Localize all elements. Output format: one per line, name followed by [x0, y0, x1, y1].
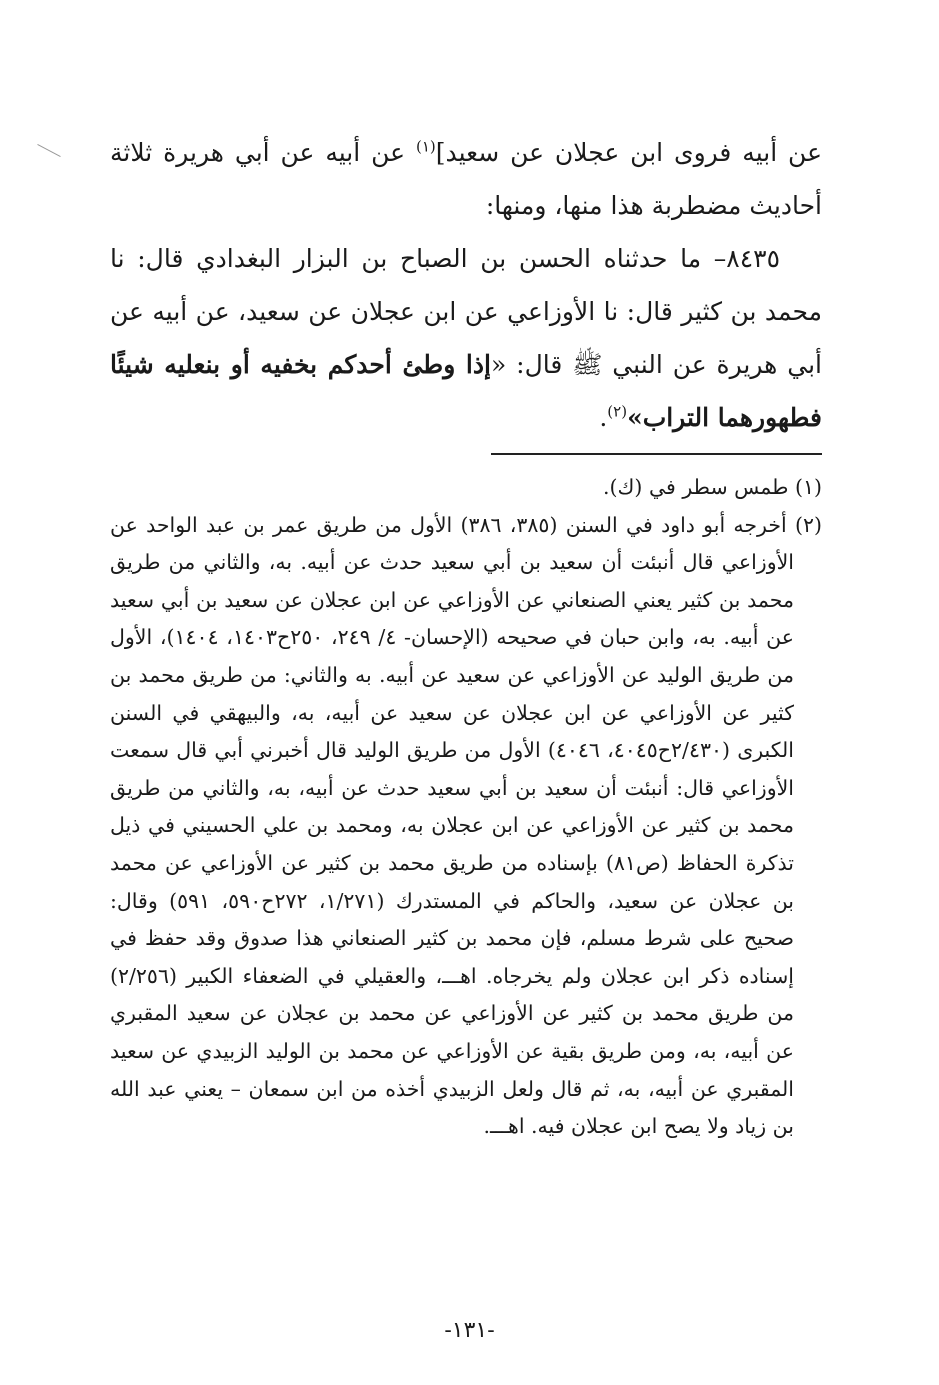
footnote-ref-2[interactable]: (٢) [607, 402, 628, 421]
main-text [110, 126, 822, 444]
footnote-ref-1[interactable]: (١) [415, 137, 436, 156]
paragraph-hadith-8435: ٨٤٣٥– ما حدثناه الحسن بن الصباح بن البزار البغدادي قال: نا محمد بن كثير قال: نا الأوزاعي عن ابن عجلان عن سعيد، عن أبيه عن أبي هريرة عن النبي ﷺ قال: «إذا وطئ أحدكم بخفيه أو بنعليه شيئًا فطهورهما التراب»$^{(٢)}$. [110, 244, 822, 432]
margin-mark [37, 144, 60, 157]
footnote-divider [491, 453, 822, 455]
footnote-2: (٢) أخرجه أبو داود في السنن (٣٨٥، ٣٨٦) الأول من طريق عمر بن عبد الواحد عن الأوزاعي قال أنبئت أن سعيد بن أبي سعيد حدث عن أبيه. به، والثاني من طريق محمد بن كثير يعني الصنعاني عن الأوزاعي عن ابن عجلان عن سعيد بن أبي سعيد عن أبيه. به، وابن حبان في صحيحه (الإحسان- ٤/ ٢٤٩، ٢٥٠ح١٤٠٣، ١٤٠٤)، الأول من طريق الوليد عن الأوزاعي عن سعيد عن أبيه. به والثاني: من طريق محمد بن كثير عن الأوزاعي عن ابن عجلان عن سعيد عن أبيه، به، والبيهقي في السنن الكبرى (٢/٤٣٠ح٤٠٤٥، ٤٠٤٦) الأول من طريق الوليد قال أخبرني أبي قال سمعت الأوزاعي قال: أنبئت أن سعيد بن أبي سعيد حدث عن أبيه، به، والثاني من طريق محمد بن كثير عن الأوزاعي عن ابن عجلان به، ومحمد بن علي الحسيني في ذيل تذكرة الحفاظ (ص٨١) بإسناده من طريق محمد بن كثير عن الأوزاعي عن محمد بن عجلان عن سعيد، والحاكم في المستدرك (١/٢٧١، ٢٧٢ح٥٩٠، ٥٩١) وقال: صحيح على شرط مسلم، فإن محمد بن كثير الصنعاني هذا صدوق وقد حفظ في إسناده ذكر ابن عجلان ولم يخرجاه. اهـــ، والعقيلي في الضعفاء الكبير (٢/٢٥٦) من طريق محمد بن كثير عن الأوزاعي عن محمد بن عجلان عن سعيد المقبري عن أبيه، به، ومن طريق بقية عن الأوزاعي عن محمد بن الوليد الزبيدي عن سعيد المقبري عن أبيه، به، ثم قال ولعل الزبيدي أخذه من ابن سمعان – يعني عبد الله بن زياد ولا يصح ابن عجلان فيه. اهـــ. [110, 512, 822, 1139]
footnote-1: (١) طمس سطر في (ك). [603, 475, 822, 499]
footnotes [110, 469, 822, 1146]
hadith-text: إذا وطئ أحدكم بخفيه أو بنعليه شيئًا فطهورهما التراب [110, 350, 822, 432]
page-body [110, 126, 822, 1146]
paragraph-1: عن أبيه فروى ابن عجلان عن سعيد]$^{(١)}$ عن أبيه عن أبي هريرة ثلاثة أحاديث مضطربة هذا منها، ومنها: [110, 137, 822, 220]
page-number: -١٣١- [444, 1318, 495, 1343]
